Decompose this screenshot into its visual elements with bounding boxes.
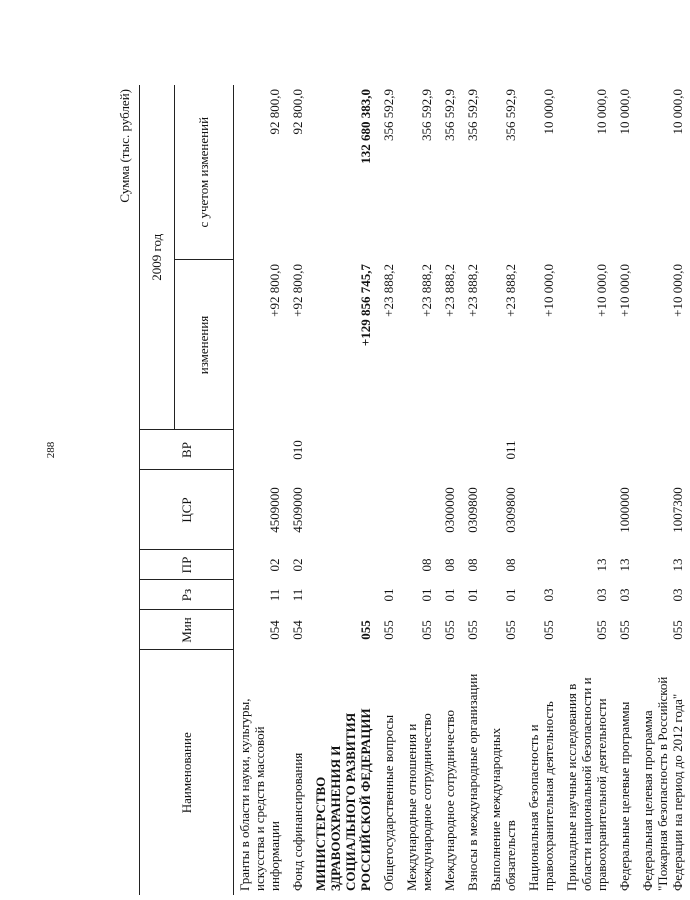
row-name: Прикладные научные исследования в области национальной безопасности и правоохранительной деятельности bbox=[564, 677, 609, 891]
row-vr bbox=[378, 430, 401, 470]
row-csr: 0309800 bbox=[465, 487, 480, 533]
table-row bbox=[485, 85, 523, 895]
row-rz: 11 bbox=[290, 588, 305, 602]
header-rz: Рз bbox=[140, 580, 234, 610]
row-min: 055 bbox=[358, 620, 373, 640]
header-with-changes: с учетом изменений bbox=[175, 85, 234, 260]
header-pr: ПР bbox=[140, 550, 234, 580]
row-min: 055 bbox=[670, 620, 685, 640]
row-pr bbox=[378, 550, 401, 580]
row-name: Международное сотрудничество bbox=[442, 710, 457, 891]
row-changes: +23 888,2 bbox=[442, 264, 457, 317]
row-min: 055 bbox=[381, 620, 396, 640]
row-changes: +10 000,0 bbox=[541, 264, 556, 317]
table-header bbox=[140, 85, 234, 895]
row-pr: 08 bbox=[419, 558, 434, 572]
table-body bbox=[234, 85, 690, 895]
table-row bbox=[561, 85, 614, 895]
row-name: Общегосударственные вопросы bbox=[381, 714, 396, 891]
row-pr: 08 bbox=[442, 558, 457, 572]
table-row bbox=[523, 85, 561, 895]
row-min: 055 bbox=[503, 620, 518, 640]
row-rz: 01 bbox=[419, 588, 434, 602]
row-total: 10 000,0 bbox=[670, 89, 685, 135]
row-name: Гранты в области науки, культуры, искусства и средств массовой информации bbox=[237, 698, 282, 891]
row-name: Федеральные целевые программы bbox=[617, 701, 632, 891]
row-rz: 01 bbox=[442, 588, 457, 602]
row-total: 92 800,0 bbox=[267, 89, 282, 135]
table-row bbox=[637, 85, 690, 895]
row-rz: 01 bbox=[381, 588, 396, 602]
row-csr bbox=[310, 470, 378, 550]
row-changes: +129 856 745,7 bbox=[358, 264, 373, 347]
row-min: 055 bbox=[541, 620, 556, 640]
row-vr bbox=[439, 430, 462, 470]
row-min: 055 bbox=[442, 620, 457, 640]
row-rz: 03 bbox=[594, 588, 609, 602]
row-pr: 13 bbox=[670, 558, 685, 572]
row-min: 054 bbox=[267, 620, 282, 640]
header-vr: ВР bbox=[140, 430, 234, 470]
row-changes: +10 000,0 bbox=[670, 264, 685, 317]
table-row bbox=[401, 85, 439, 895]
row-name: Взносы в международные организации bbox=[465, 673, 480, 891]
table-row bbox=[378, 85, 401, 895]
page-number: 288 bbox=[45, 441, 57, 459]
row-csr bbox=[378, 470, 401, 550]
table-row bbox=[614, 85, 637, 895]
row-total: 10 000,0 bbox=[617, 89, 632, 135]
row-pr: 08 bbox=[503, 558, 518, 572]
row-changes: +92 800,0 bbox=[290, 264, 305, 317]
row-csr bbox=[561, 470, 614, 550]
row-changes: +23 888,2 bbox=[465, 264, 480, 317]
table-row bbox=[310, 85, 378, 895]
row-rz bbox=[310, 580, 378, 610]
row-rz: 01 bbox=[465, 588, 480, 602]
header-name: Наименование bbox=[140, 650, 234, 895]
row-name: Фонд софинансирования bbox=[290, 752, 305, 891]
row-min: 054 bbox=[290, 620, 305, 640]
row-pr: 13 bbox=[617, 558, 632, 572]
row-name: Международные отношения и международное сотрудничество bbox=[404, 713, 434, 891]
row-rz: 11 bbox=[267, 588, 282, 602]
units-label: Сумма (тыс. рублей) bbox=[117, 89, 132, 203]
table-row bbox=[462, 85, 485, 895]
row-pr: 02 bbox=[267, 558, 282, 572]
row-csr: 4509000 bbox=[290, 487, 305, 533]
row-name: Национальная безопасность и правоохранительная деятельность bbox=[526, 701, 556, 891]
row-min: 055 bbox=[594, 620, 609, 640]
row-csr: 4509000 bbox=[267, 487, 282, 533]
row-csr: 0300000 bbox=[442, 487, 457, 533]
row-min: 055 bbox=[419, 620, 434, 640]
table-row bbox=[234, 85, 288, 895]
row-vr: 010 bbox=[290, 440, 305, 460]
row-csr: 1007300 bbox=[670, 487, 685, 533]
row-csr: 0309800 bbox=[503, 487, 518, 533]
row-vr bbox=[561, 430, 614, 470]
row-vr bbox=[234, 430, 288, 470]
row-vr bbox=[614, 430, 637, 470]
row-name: МИНИСТЕРСТВО ЗДРАВООХРАНЕНИЯ И СОЦИАЛЬНОГО РАЗВИТИЯ РОССИЙСКОЙ ФЕДЕРАЦИИ bbox=[313, 708, 373, 891]
row-rz: 03 bbox=[541, 588, 556, 602]
row-vr bbox=[462, 430, 485, 470]
table-row bbox=[439, 85, 462, 895]
row-total: 356 592,9 bbox=[503, 89, 518, 141]
row-total: 356 592,9 bbox=[381, 89, 396, 141]
budget-table bbox=[139, 85, 690, 895]
row-pr bbox=[523, 550, 561, 580]
row-total: 10 000,0 bbox=[594, 89, 609, 135]
row-changes: +10 000,0 bbox=[594, 264, 609, 317]
row-changes: +10 000,0 bbox=[617, 264, 632, 317]
row-rz: 03 bbox=[670, 588, 685, 602]
row-vr bbox=[401, 430, 439, 470]
row-total: 356 592,9 bbox=[442, 89, 457, 141]
row-total: 356 592,9 bbox=[419, 89, 434, 141]
row-pr: 02 bbox=[290, 558, 305, 572]
header-year: 2009 год bbox=[140, 85, 175, 430]
table-row bbox=[287, 85, 310, 895]
row-name: Федеральная целевая программа "Пожарная безопасность в Российской Федерации на период до 2012 года" bbox=[640, 676, 685, 891]
row-min: 055 bbox=[465, 620, 480, 640]
row-csr bbox=[523, 470, 561, 550]
row-vr bbox=[523, 430, 561, 470]
row-min: 055 bbox=[617, 620, 632, 640]
row-total: 132 680 383,0 bbox=[358, 89, 373, 164]
row-total: 356 592,9 bbox=[465, 89, 480, 141]
row-pr: 13 bbox=[594, 558, 609, 572]
header-csr: ЦСР bbox=[140, 470, 234, 550]
row-total: 92 800,0 bbox=[290, 89, 305, 135]
row-changes: +23 888,2 bbox=[503, 264, 518, 317]
row-vr bbox=[310, 430, 378, 470]
row-vr bbox=[637, 430, 690, 470]
row-rz: 01 bbox=[503, 588, 518, 602]
row-csr bbox=[401, 470, 439, 550]
row-changes: +92 800,0 bbox=[267, 264, 282, 317]
row-rz: 03 bbox=[617, 588, 632, 602]
row-csr: 1000000 bbox=[617, 487, 632, 533]
row-pr bbox=[310, 550, 378, 580]
rotated-document bbox=[115, 85, 685, 895]
row-name: Выполнение международных обязательств bbox=[488, 727, 518, 891]
row-pr: 08 bbox=[465, 558, 480, 572]
header-min: Мин bbox=[140, 610, 234, 650]
header-changes: изменения bbox=[175, 260, 234, 430]
row-vr: 011 bbox=[503, 440, 518, 460]
row-total: 10 000,0 bbox=[541, 89, 556, 135]
row-changes: +23 888,2 bbox=[381, 264, 396, 317]
row-changes: +23 888,2 bbox=[419, 264, 434, 317]
